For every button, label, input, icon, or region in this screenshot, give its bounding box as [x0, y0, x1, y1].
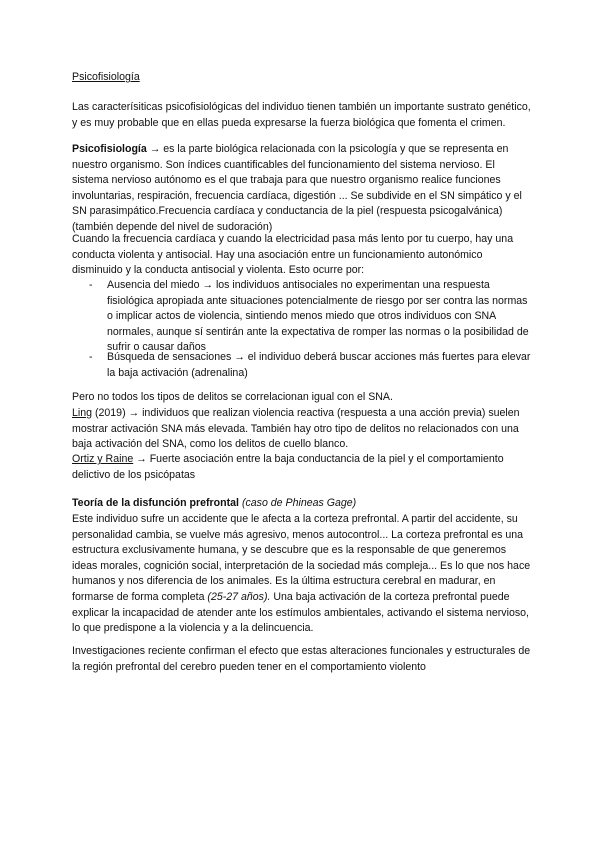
theory-paragraph — [72, 512, 532, 637]
theory-age: (25-27 años). — [207, 590, 271, 603]
ortiz-paragraph — [72, 452, 532, 483]
theory-text-a: Este individuo sufre un accidente que le afecta a la corteza prefrontal. A partir del accidente, su personalidad cambia, se vuelve más agresivo, menos autocontrol... La corteza prefrontal es una estructura exclusivamente humana, y se descubre que es la responsable de que generemos ideas morales, cognición social, interpretación de la sociedad más compleja... Es lo que nos hace humanos y nos diferencia de los animales. Es la última estructura cerebral en madurar, en formarse de forma completa — [72, 513, 531, 603]
research-paragraph: Investigaciones reciente confirman el efecto que estas alteraciones funcionales y estructurales de la región prefrontal del cerebro pueden tener en el comportamiento violento — [72, 645, 531, 673]
not-all-paragraph: Pero no todos los tipos de delitos se correlacionan igual con el SNA. — [72, 391, 393, 403]
intro-paragraph: Las caracterísiticas psicofisiológicas del individuo tienen también un importante sustrato genético, y es muy probable que en ellas pueda expresarse la fuerza biológica que fomenta el crimen. — [72, 101, 531, 129]
ling-paragraph — [72, 406, 532, 453]
definition-text: → es la parte biológica relacionada con la psicología y que se representa en nuestro organismo. Son índices cuantificables del funcionamiento del sistema nervioso. El sistema nervioso autónomo es el que trabaja para que nuestro organismo realice funciones involuntarias, respiración, frecuencia cardíaca, digestión ... Se subdivide en el SN simpático y el SN parasimpático.Frecuencia cardíaca y conductancia de la piel (respuesta psicogalvánica) (también depende del nivel de sudoración) — [72, 143, 522, 233]
theory-title: Teoría de la disfunción prefrontal — [72, 497, 239, 509]
ling-citation: Ling — [72, 407, 93, 419]
page-title: Psicofisiología — [72, 71, 140, 83]
theory-text-b: Una baja activación de la corteza prefrontal puede explicar la incapacidad de atender ante los estímulos ambientales, activando el sistema nervioso, lo que predispone a la violencia y a la delincuencia. — [72, 590, 529, 635]
bullet-marker: - — [89, 279, 93, 291]
definition-paragraph — [72, 142, 532, 236]
ortiz-citation: Ortiz y Raine — [72, 453, 134, 465]
cardiac-paragraph: Cuando la frecuencia cardíaca y cuando la electricidad pasa más lento por tu cuerpo, hay una conducta violenta y antisocial. Hay una asociación entre un funcionamiento autonómico disminuido y la conducta antisocial y violenta. Esto ocurre por: — [72, 233, 514, 277]
theory-case: (caso de Phineas Gage) — [241, 497, 357, 509]
definition-term: Psicofisiología — [72, 143, 147, 155]
theory-heading — [72, 496, 532, 512]
ortiz-text: → Fuerte asociación entre la baja conductancia de la piel y el comportamiento delictivo de los psicópatas — [72, 453, 504, 481]
bullet-marker: - — [89, 351, 93, 363]
ling-text: (2019) → individuos que realizan violencia reactiva (respuesta a una acción previa) suelen mostrar activación SNA más elevada. También hay otro tipo de delitos no relacionados con una baja activación del SNA, como los delitos de cuello blanco. — [72, 407, 520, 451]
list-item: Ausencia del miedo → los individuos antisociales no experimentan una respuesta fisiológica apropiada ante situaciones potencialmente de riesgo por ser contra las normas o implicar actos de violencia, sintiendo menos miedo que otros individuos con SNA normales, aunque sí sentirán ante la expectativa de romper las normas o la posibilidad de sufrir o causar daños — [107, 279, 529, 354]
list-item: Búsqueda de sensaciones → el individuo deberá buscar acciones más fuertes para elevar la baja activación (adrenalina) — [107, 351, 531, 379]
